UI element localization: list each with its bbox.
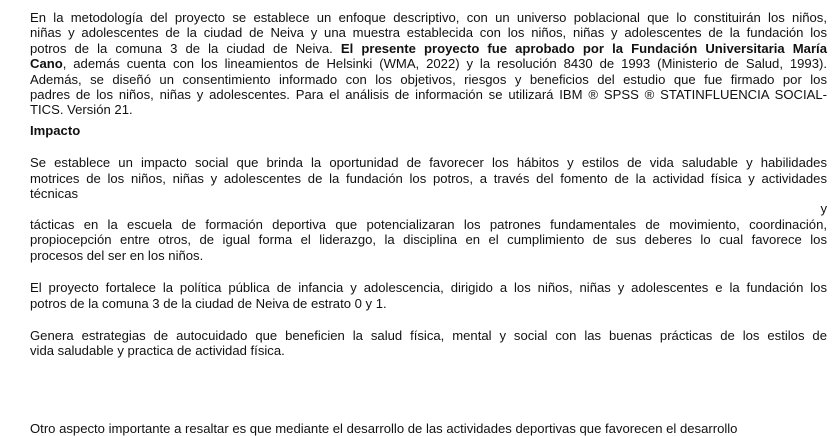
paragraph-line: En la metodología del proyecto se establece un enfoque descriptivo, con un universo poblacional que lo constituirán los niños, xyxy=(30,10,827,25)
approval-statement: El presente proyecto fue aprobado por la Fundación Universitaria María xyxy=(340,40,827,56)
paragraph-line: Genera estrategias de autocuidado que beneficien la salud física, mental y social con las buenas prácticas de los estilos de xyxy=(30,327,827,343)
paragraph-line: tácticas en la escuela de formación deportiva que potencializaran los patrones fundamentales de movimiento, coordinación, xyxy=(30,216,827,232)
line-text: potros de la comuna 3 de la ciudad de Neiva. xyxy=(30,40,341,56)
impact-paragraph-3 xyxy=(30,328,827,359)
partial-paragraph-line: Otro aspecto importante a resaltar es que mediante el desarrollo de las actividades deportivas que favorecen el desarrollo xyxy=(30,421,738,436)
paragraph-line: técnicas xyxy=(30,186,79,202)
approval-statement-end: Cano xyxy=(30,56,63,72)
methodology-paragraph xyxy=(30,10,827,118)
paragraph-line: Se establece un impacto social que brinda la oportunidad de favorecer los hábitos y estilos de vida saludable y habilidades xyxy=(30,155,827,171)
paragraph-line: niñas y adolescentes de la ciudad de Neiva y una muestra establecida con los niños, niñas y adolescentes de la fundación los xyxy=(30,25,827,41)
line-text: , además cuenta con los lineamientos de Helsinki (WMA, 2022) y la resolución 8430 de 1993 (Ministerio de Salud, 1993). xyxy=(62,56,827,72)
impact-paragraph-1 xyxy=(30,155,827,263)
paragraph-line: vida saludable y practica de actividad física. xyxy=(30,343,285,359)
paragraph-line: propiocepción entre otros, de igual forma el liderazgo, la disciplina en el cumplimiento de sus deberes lo cual favorece los xyxy=(30,232,827,248)
paragraph-line xyxy=(30,41,827,56)
paragraph-line: procesos del ser en los niños. xyxy=(30,247,204,263)
paragraph-line: Además, se diseñó un consentimiento informado con los objetivos, riesgos y beneficios del estudio que fue firmado por los xyxy=(30,71,827,87)
paragraph-line: El proyecto fortalece la política pública de infancia y adolescencia, dirigido a los niños, niñas y adolescentes e la fundación los xyxy=(30,280,827,296)
paragraph-line-y: y xyxy=(820,201,827,217)
paragraph-line: motrices de los niños, niñas y adolescentes de la fundación los potros, a través del fomento de la actividad física y actividades xyxy=(30,170,827,186)
impacto-heading: Impacto xyxy=(30,122,81,138)
paragraph-line: potros de la comuna 3 de la ciudad de Neiva de estrato 0 y 1. xyxy=(30,295,387,311)
document-page xyxy=(30,10,827,359)
paragraph-line: padres de los niños, niñas y adolescentes. Para el análisis de información se utilizará IBM ® SPSS ® STATINFLUENCIA SOCIAL- xyxy=(30,87,827,103)
impact-paragraph-2 xyxy=(30,280,827,311)
paragraph-line: TICS. Versión 21. xyxy=(30,102,133,118)
paragraph-line xyxy=(30,56,827,71)
